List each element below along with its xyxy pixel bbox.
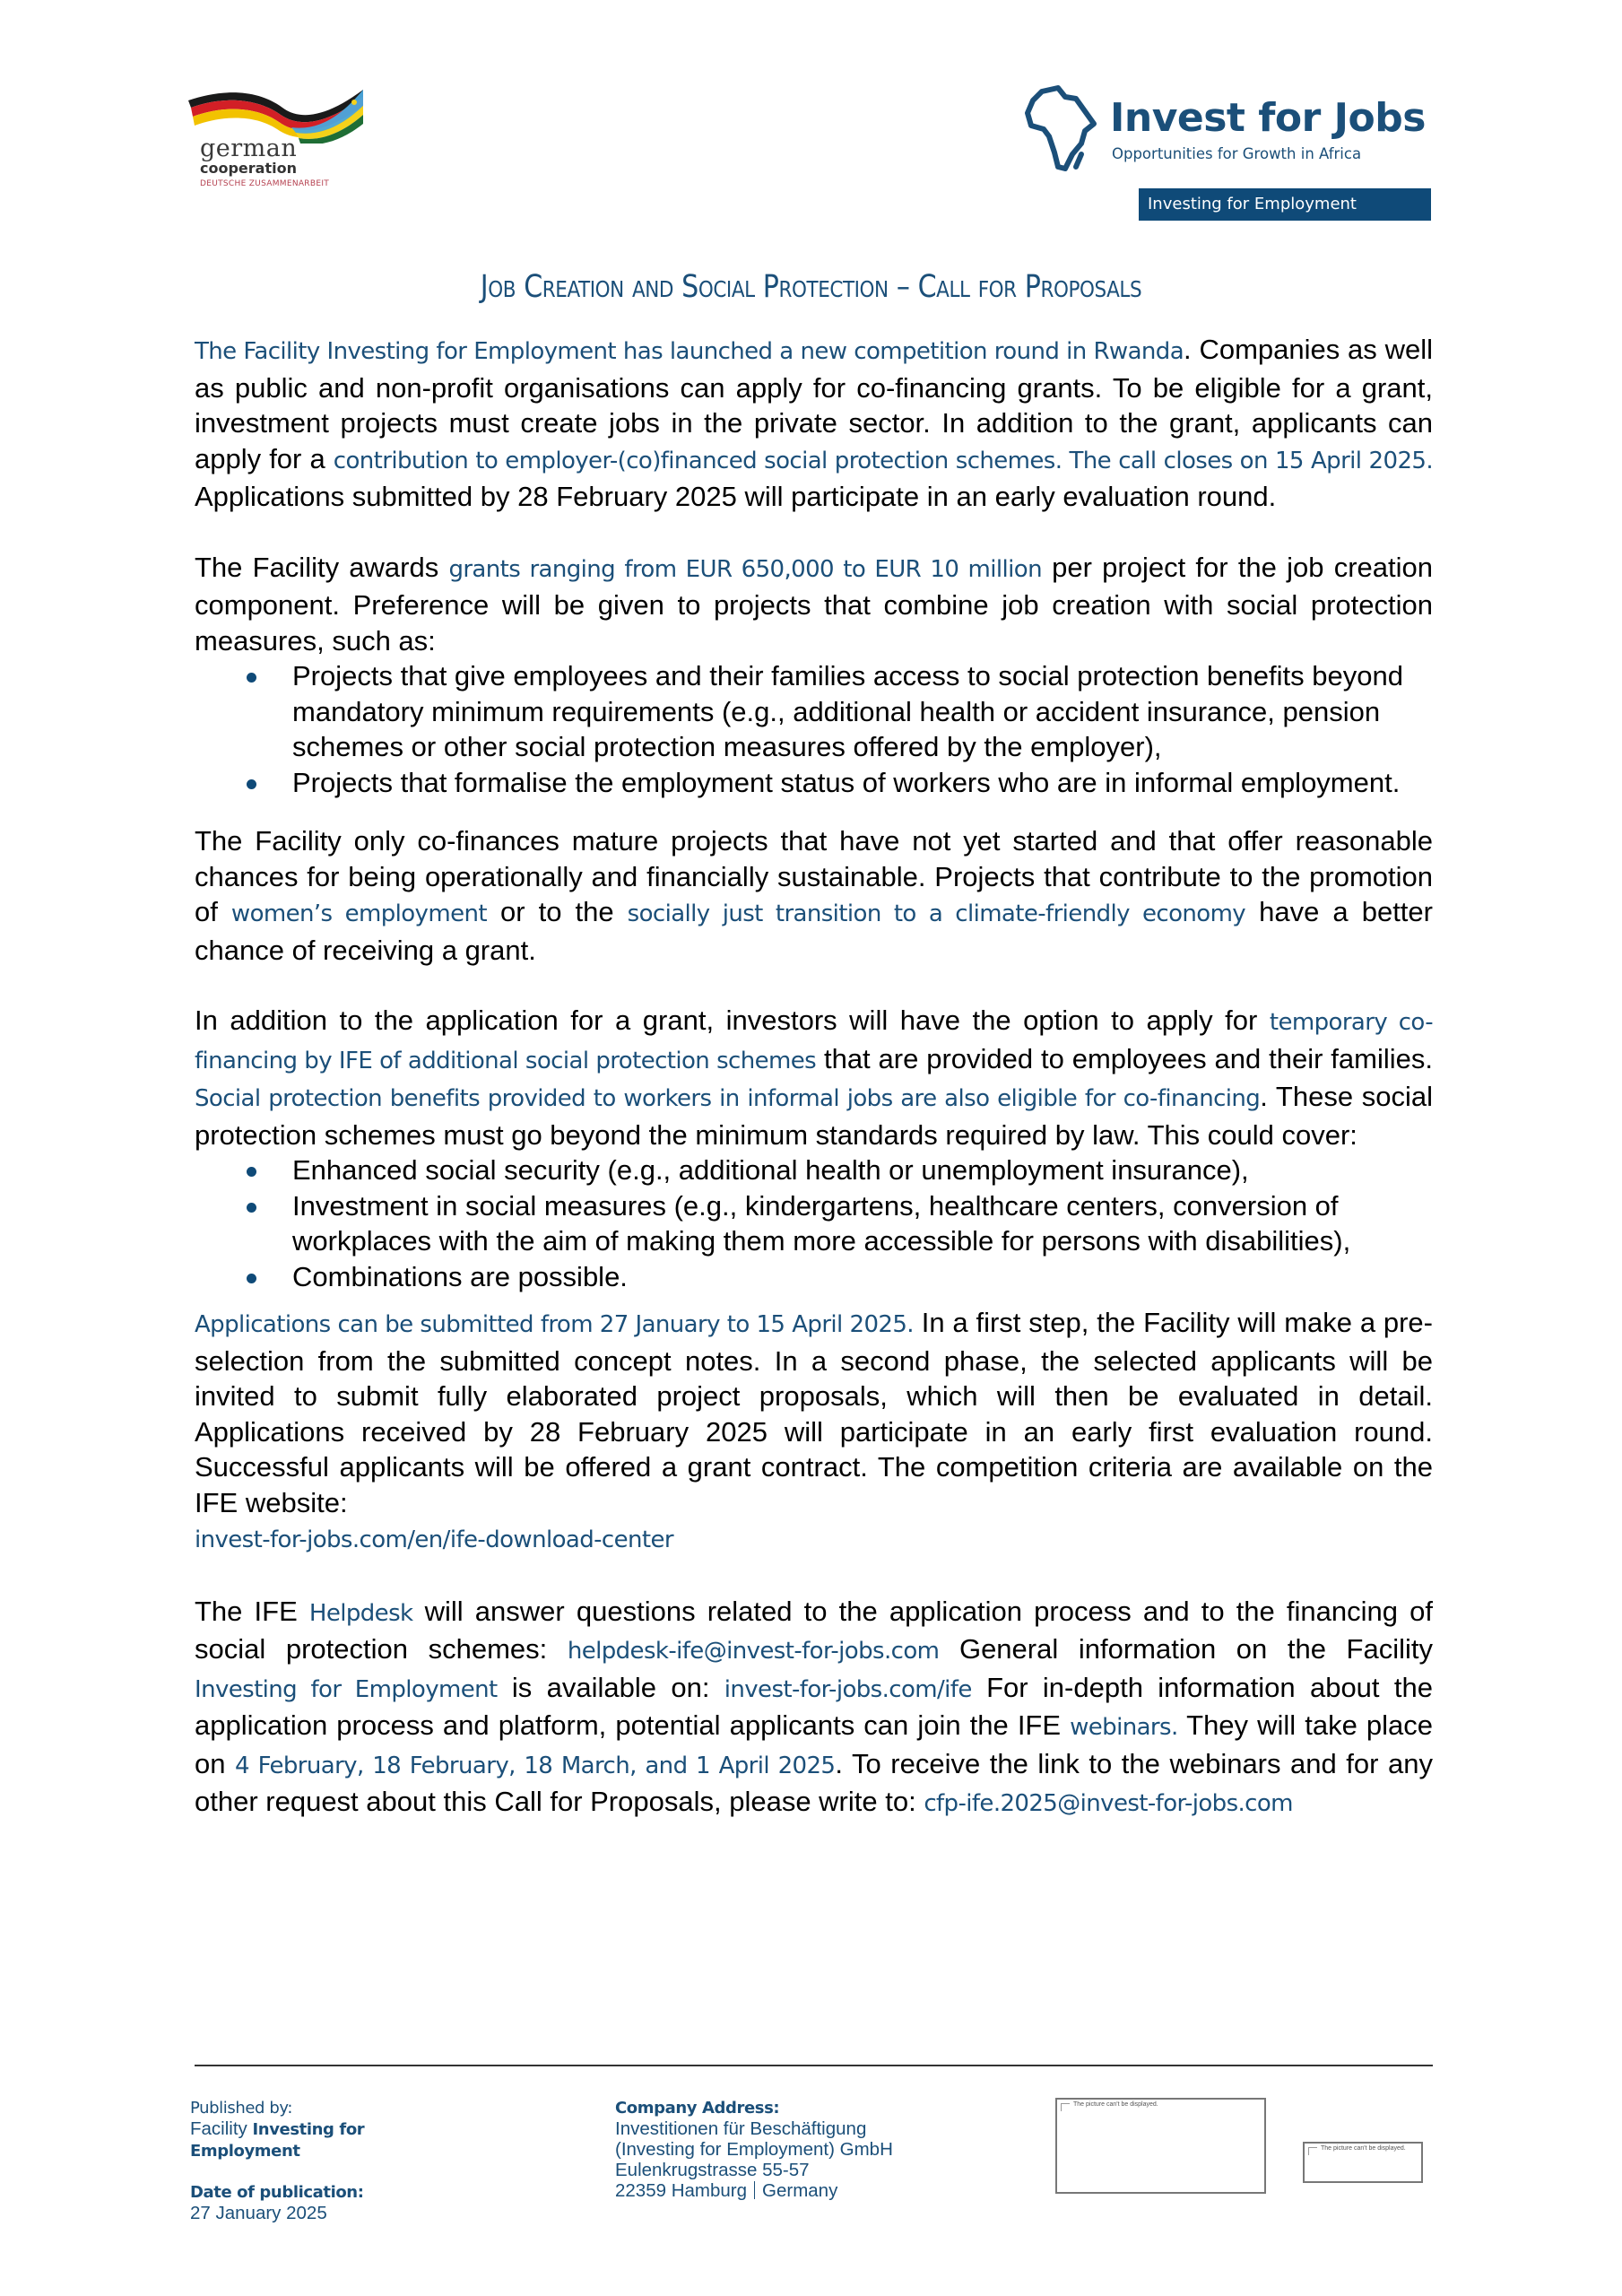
logo-subtitle: Opportunities for Growth in Africa — [1112, 145, 1362, 162]
address-line: Investitionen für Beschäftigung — [615, 2118, 867, 2139]
broken-image-placeholder — [1055, 2098, 1266, 2194]
list-item — [195, 1259, 1433, 1295]
broken-image-text: The picture can't be displayed. — [1073, 2101, 1158, 2108]
facility-name-link[interactable]: Investing for Employment — [195, 1675, 498, 1703]
text: per project for the job creation component. Preference will be given to projects that combine job creation with social protection measures, such as: — [195, 551, 1433, 657]
publisher-prefix: Facility — [190, 2118, 253, 2139]
text: . To receive the link to the webinars and for any other request about this Call for Proposals, please write to: — [195, 1747, 1434, 1817]
address-city-country — [615, 2180, 992, 2201]
cfp-email-link[interactable]: cfp-ife.2025@invest-for-jobs.com — [924, 1790, 1293, 1817]
address-line: Eulenkrugstrasse 55-57 — [615, 2160, 810, 2180]
text: is available on: — [497, 1671, 724, 1703]
footer-publisher — [190, 2098, 459, 2223]
bullet-icon — [247, 1167, 256, 1177]
list-item — [195, 1152, 1433, 1188]
text: They will take place on — [195, 1709, 1434, 1779]
highlight-social-protection-contribution: contribution to employer-(co)financed social protection schemes. The call closes on 15 April 2025. — [333, 447, 1433, 474]
list-item — [195, 765, 1433, 801]
text: For in-depth information about the application process and platform, potential applicants can join the IFE — [195, 1671, 1433, 1741]
bullet-list-coverage — [195, 1152, 1433, 1294]
bullet-icon — [247, 1203, 256, 1213]
text: The Facility awards — [195, 551, 449, 583]
publication-date: 27 January 2025 — [190, 2203, 327, 2223]
highlight-submission-dates: Applications can be submitted from 27 January to 15 April 2025. — [195, 1311, 914, 1338]
list-item-text: Projects that formalise the employment status of workers who are in informal employment. — [292, 766, 1401, 798]
text: In a first step, the Facility will make a pre-selection from the submitted concept notes. In a second phase, the selected applicants will be invited to submit fully elaborated project proposals, which will then be evaluated in detail. Applications received by 28 February 2025 will participate in an early first evaluation round. Successful applicants will be offered a grant contract. The competition criteria are available on the IFE website: — [195, 1307, 1433, 1518]
text: . Companies as well as public and non-profit organisations can apply for co-financing grants. To be eligible for a grant, investment projects must create jobs in the private sector. In addition to the grant, applicants can apply for a — [195, 334, 1433, 474]
logo-text-deutsche-zusammenarbeit: DEUTSCHE ZUSAMMENARBEIT — [200, 179, 330, 188]
bullet-icon — [247, 673, 256, 683]
logo-title: Invest for Jobs — [1110, 95, 1426, 141]
logo-band: Investing for Employment — [1139, 188, 1431, 221]
highlight-competition-round: The Facility Investing for Employment has launched a new competition round in Rwanda — [195, 338, 1184, 365]
invest-for-jobs-logo — [1022, 83, 1444, 226]
africa-outline-icon — [1022, 84, 1105, 174]
paragraph-intro — [195, 332, 1433, 515]
text: Applications submitted by 28 February 2025 will participate in an early evaluation round. — [195, 481, 1277, 512]
list-item-text: Projects that give employees and their families access to social protection benefits beyond mandatory minimum requirements (e.g., additional health or accident insurance, pension schemes or other social protection measures offered by the employer), — [292, 660, 1403, 762]
bullet-list-preferences — [195, 658, 1433, 800]
highlight-just-transition: socially just transition to a climate-friendly economy — [627, 900, 1246, 927]
address-label: Company Address: — [615, 2099, 780, 2118]
list-item-text: Enhanced social security (e.g., additional health or unemployment insurance), — [292, 1154, 1249, 1186]
bullet-icon — [247, 1274, 256, 1283]
german-cooperation-logo — [184, 81, 381, 197]
page-title: Job Creation and Social Protection – Call for Proposals — [480, 269, 1142, 305]
separator — [754, 2181, 755, 2199]
address-country: Germany — [762, 2180, 838, 2201]
broken-image-text: The picture can't be displayed. — [1321, 2145, 1406, 2152]
date-label: Date of publication: — [190, 2183, 364, 2202]
document-body — [195, 332, 1433, 1857]
helpdesk-link[interactable]: Helpdesk — [308, 1599, 413, 1627]
text: that are provided to employees and their families. — [816, 1042, 1433, 1074]
text: In addition to the application for a grant, investors will have the option to apply for — [195, 1004, 1270, 1036]
list-item-text: Combinations are possible. — [292, 1260, 628, 1292]
text: General information on the Facility — [939, 1633, 1433, 1665]
text: have a better chance of receiving a grant. — [195, 896, 1433, 966]
logo-text-cooperation: cooperation — [200, 160, 297, 177]
paragraph-grants — [195, 550, 1433, 659]
broken-image-icon — [1061, 2103, 1070, 2111]
list-item — [195, 658, 1433, 765]
text: The IFE — [195, 1595, 309, 1627]
ife-website-link[interactable]: invest-for-jobs.com/ife — [724, 1675, 972, 1703]
bullet-icon — [247, 779, 256, 789]
footer-address — [615, 2098, 992, 2201]
paragraph-social-protection — [195, 1003, 1433, 1152]
download-center-link[interactable]: invest-for-jobs.com/en/ife-download-center — [195, 1526, 673, 1553]
published-by-label: Published by: — [190, 2099, 293, 2118]
highlight-womens-employment: women’s employment — [230, 900, 487, 927]
broken-image-placeholder — [1303, 2142, 1423, 2183]
text: . These social protection schemes must go beyond the minimum standards required by law. This could cover: — [195, 1081, 1433, 1151]
address-city: 22359 Hamburg — [615, 2180, 748, 2201]
helpdesk-email-link[interactable]: helpdesk-ife@invest-for-jobs.com — [567, 1638, 940, 1665]
highlight-grant-range: grants ranging from EUR 650,000 to EUR 10 million — [448, 555, 1042, 583]
highlight-webinar-dates: 4 February, 18 February, 18 March, and 1 April 2025 — [235, 1752, 836, 1779]
publisher — [190, 2118, 459, 2161]
footer-divider — [195, 2065, 1433, 2066]
highlight-informal-jobs: Social protection benefits provided to workers in informal jobs are also eligible for co-financing — [195, 1085, 1261, 1112]
list-item-text: Investment in social measures (e.g., kindergartens, healthcare centers, conversion of workplaces with the aim of making them more accessible for persons with disabilities), — [292, 1189, 1351, 1257]
paragraph-maturity — [195, 823, 1433, 968]
paragraph-application-process — [195, 1305, 1433, 1559]
logo-text-german: german — [200, 135, 298, 162]
highlight-temporary-cofinancing: temporary co-financing by IFE of additional social protection schemes — [195, 1009, 1433, 1074]
text: The Facility only co-finances mature projects that have not yet started and that offer reasonable chances for being operationally and financially sustainable. Projects that contribute to the promotion of — [195, 825, 1433, 927]
text: will answer questions related to the application process and to the financing of social protection schemes: — [195, 1595, 1433, 1665]
broken-image-icon — [1308, 2147, 1317, 2155]
text: or to the — [486, 896, 628, 927]
publisher-name: Investing for Employment — [190, 2120, 365, 2161]
list-item — [195, 1188, 1433, 1259]
address-line: (Investing for Employment) GmbH — [615, 2139, 893, 2160]
webinars-link[interactable]: webinars. — [1070, 1714, 1178, 1741]
paragraph-helpdesk — [195, 1594, 1433, 1822]
